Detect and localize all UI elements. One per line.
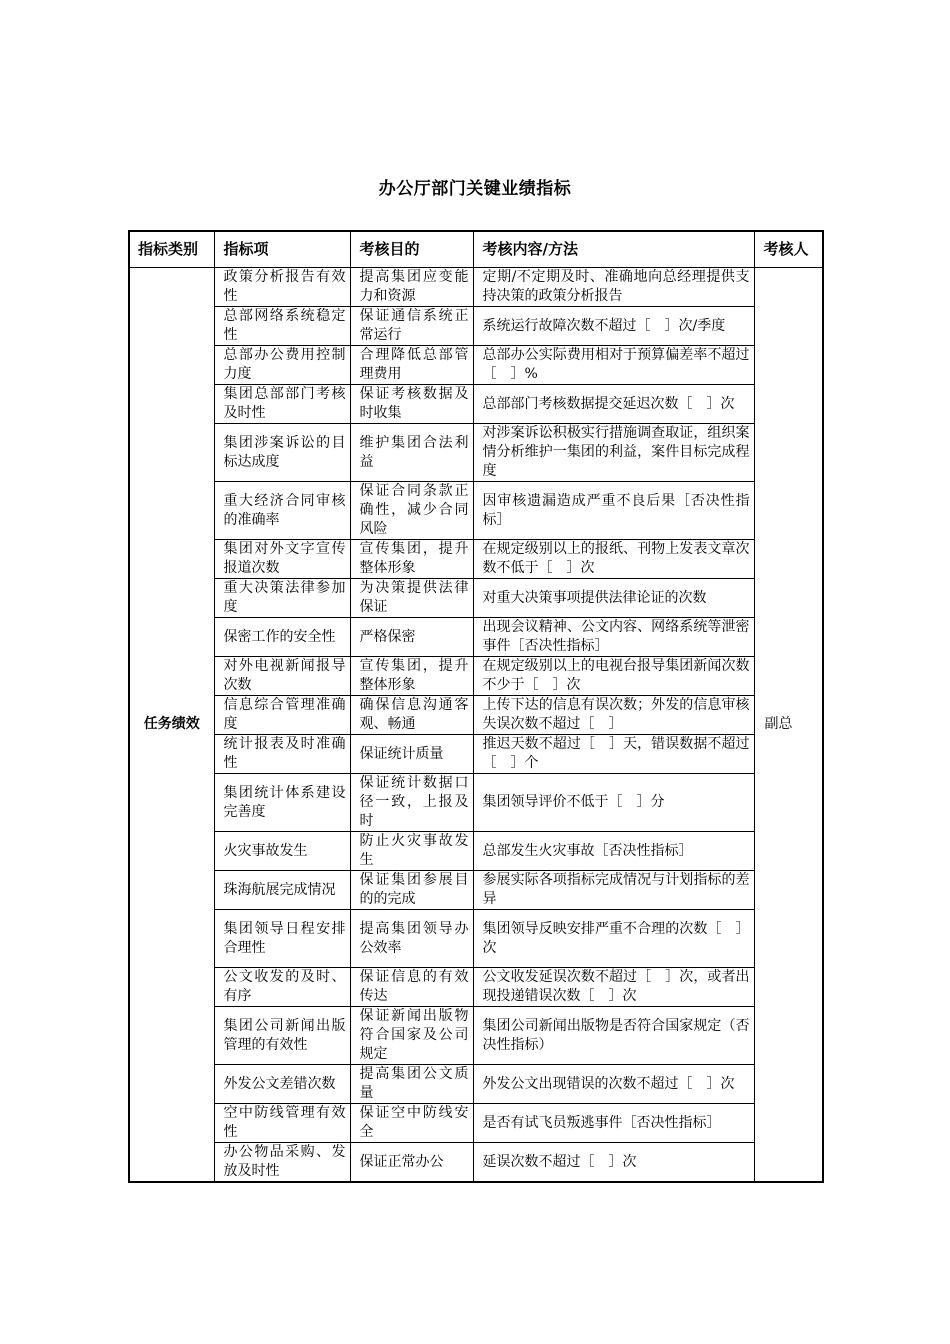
- item-cell: 对外电视新闻报导次数: [214, 657, 350, 696]
- header-purpose: 考核目的: [350, 231, 473, 268]
- purpose-cell: 保证正常办公: [350, 1143, 473, 1183]
- table-row: [129, 307, 823, 346]
- item-cell: 空中防线管理有效性: [214, 1104, 350, 1143]
- purpose-cell: 宣传集团，提升整体形象: [350, 657, 473, 696]
- purpose-cell: 防止火灾事故发生: [350, 832, 473, 871]
- purpose-cell: 提高集团领导办公效率: [350, 910, 473, 968]
- content-cell: 外发公文出现错误的次数不超过［ ］次: [473, 1065, 754, 1104]
- category-cell: 任务绩效: [129, 268, 214, 1183]
- purpose-cell: 维护集团合法利益: [350, 424, 473, 482]
- item-cell: 集团总部部门考核及时性: [214, 385, 350, 424]
- purpose-cell: 提高集团应变能力和资源: [350, 268, 473, 307]
- item-cell: 公文收发的及时、有序: [214, 968, 350, 1007]
- content-cell: 在规定级别以上的电视台报导集团新闻次数不少于［ ］次: [473, 657, 754, 696]
- item-cell: 重大经济合同审核的准确率: [214, 482, 350, 540]
- content-cell: 公文收发延误次数不超过［ ］次，或者出现投递错误次数［ ］次: [473, 968, 754, 1007]
- item-cell: 总部办公费用控制力度: [214, 346, 350, 385]
- purpose-cell: 保证新闻出版物符合国家及公司规定: [350, 1007, 473, 1065]
- purpose-cell: 保证通信系统正常运行: [350, 307, 473, 346]
- purpose-cell: 保证合同条款正确性，减少合同风险: [350, 482, 473, 540]
- table-row: [129, 268, 823, 307]
- table-row: [129, 424, 823, 482]
- item-cell: 总部网络系统稳定性: [214, 307, 350, 346]
- page-title: 办公厅部门关键业绩指标: [378, 179, 572, 199]
- purpose-cell: 保证统计质量: [350, 735, 473, 774]
- purpose-cell: 保证考核数据及时收集: [350, 385, 473, 424]
- header-row: [129, 231, 823, 268]
- table-row: [129, 657, 823, 696]
- content-cell: 推迟天数不超过［ ］天，错误数据不超过［ ］个: [473, 735, 754, 774]
- table-row: [129, 346, 823, 385]
- content-cell: 系统运行故障次数不超过［ ］次/季度: [473, 307, 754, 346]
- purpose-cell: 提高集团公文质量: [350, 1065, 473, 1104]
- table-row: [129, 1143, 823, 1183]
- table-row: [129, 774, 823, 832]
- assessor-cell: 副总: [754, 268, 823, 1183]
- item-cell: 重大决策法律参加度: [214, 579, 350, 618]
- header-item: 指标项: [214, 231, 350, 268]
- kpi-table: [128, 230, 824, 1183]
- purpose-cell: 保证统计数据口径一致，上报及时: [350, 774, 473, 832]
- content-cell: 是否有试飞员叛逃事件［否决性指标］: [473, 1104, 754, 1143]
- content-cell: 总部办公实际费用相对于预算偏差率不超过［ ］%: [473, 346, 754, 385]
- item-cell: 政策分析报告有效性: [214, 268, 350, 307]
- table-row: [129, 968, 823, 1007]
- item-cell: 火灾事故发生: [214, 832, 350, 871]
- content-cell: 对重大决策事项提供法律论证的次数: [473, 579, 754, 618]
- header-content: 考核内容/方法: [473, 231, 754, 268]
- content-cell: 出现会议精神、公文内容、网络系统等泄密事件［否决性指标］: [473, 618, 754, 657]
- content-cell: 集团公司新闻出版物是否符合国家规定（否决性指标）: [473, 1007, 754, 1065]
- purpose-cell: 保证集团参展目的的完成: [350, 871, 473, 910]
- table-row: [129, 618, 823, 657]
- item-cell: 办公物品采购、发放及时性: [214, 1143, 350, 1183]
- item-cell: 集团统计体系建设完善度: [214, 774, 350, 832]
- item-cell: 集团领导日程安排合理性: [214, 910, 350, 968]
- table-row: [129, 579, 823, 618]
- purpose-cell: 宣传集团，提升整体形象: [350, 540, 473, 579]
- content-cell: 总部发生火灾事故［否决性指标］: [473, 832, 754, 871]
- content-cell: 在规定级别以上的报纸、刊物上发表文章次数不低于［ ］次: [473, 540, 754, 579]
- purpose-cell: 合理降低总部管理费用: [350, 346, 473, 385]
- content-cell: 集团领导评价不低于［ ］分: [473, 774, 754, 832]
- item-cell: 统计报表及时准确性: [214, 735, 350, 774]
- table-row: [129, 385, 823, 424]
- table-row: [129, 1007, 823, 1065]
- content-cell: 定期/不定期及时、准确地向总经理提供支持决策的政策分析报告: [473, 268, 754, 307]
- header-category: 指标类别: [129, 231, 214, 268]
- purpose-cell: 保证信息的有效传达: [350, 968, 473, 1007]
- purpose-cell: 为决策提供法律保证: [350, 579, 473, 618]
- content-cell: 总部部门考核数据提交延迟次数［ ］次: [473, 385, 754, 424]
- table-row: [129, 696, 823, 735]
- item-cell: 信息综合管理准确度: [214, 696, 350, 735]
- item-cell: 保密工作的安全性: [214, 618, 350, 657]
- purpose-cell: 确保信息沟通客观、畅通: [350, 696, 473, 735]
- purpose-cell: 严格保密: [350, 618, 473, 657]
- content-cell: 延误次数不超过［ ］次: [473, 1143, 754, 1183]
- content-cell: 上传下达的信息有误次数；外发的信息审核失误次数不超过［ ］: [473, 696, 754, 735]
- purpose-cell: 保证空中防线安全: [350, 1104, 473, 1143]
- item-cell: 外发公文差错次数: [214, 1065, 350, 1104]
- table-row: [129, 735, 823, 774]
- table-row: [129, 1065, 823, 1104]
- header-assessor: 考核人: [754, 231, 823, 268]
- table-row: [129, 540, 823, 579]
- content-cell: 对涉案诉讼积极实行措施调查取证，组织案情分析维护一集团的利益，案件目标完成程度: [473, 424, 754, 482]
- content-cell: 参展实际各项指标完成情况与计划指标的差异: [473, 871, 754, 910]
- item-cell: 集团对外文字宣传报道次数: [214, 540, 350, 579]
- item-cell: 集团公司新闻出版管理的有效性: [214, 1007, 350, 1065]
- content-cell: 因审核遗漏造成严重不良后果［否决性指标］: [473, 482, 754, 540]
- table-row: [129, 1104, 823, 1143]
- table-row: [129, 832, 823, 871]
- item-cell: 珠海航展完成情况: [214, 871, 350, 910]
- item-cell: 集团涉案诉讼的目标达成度: [214, 424, 350, 482]
- table-row: [129, 482, 823, 540]
- content-cell: 集团领导反映安排严重不合理的次数［ ］次: [473, 910, 754, 968]
- table-row: [129, 910, 823, 968]
- table-row: [129, 871, 823, 910]
- kpi-table-body: [129, 268, 823, 1183]
